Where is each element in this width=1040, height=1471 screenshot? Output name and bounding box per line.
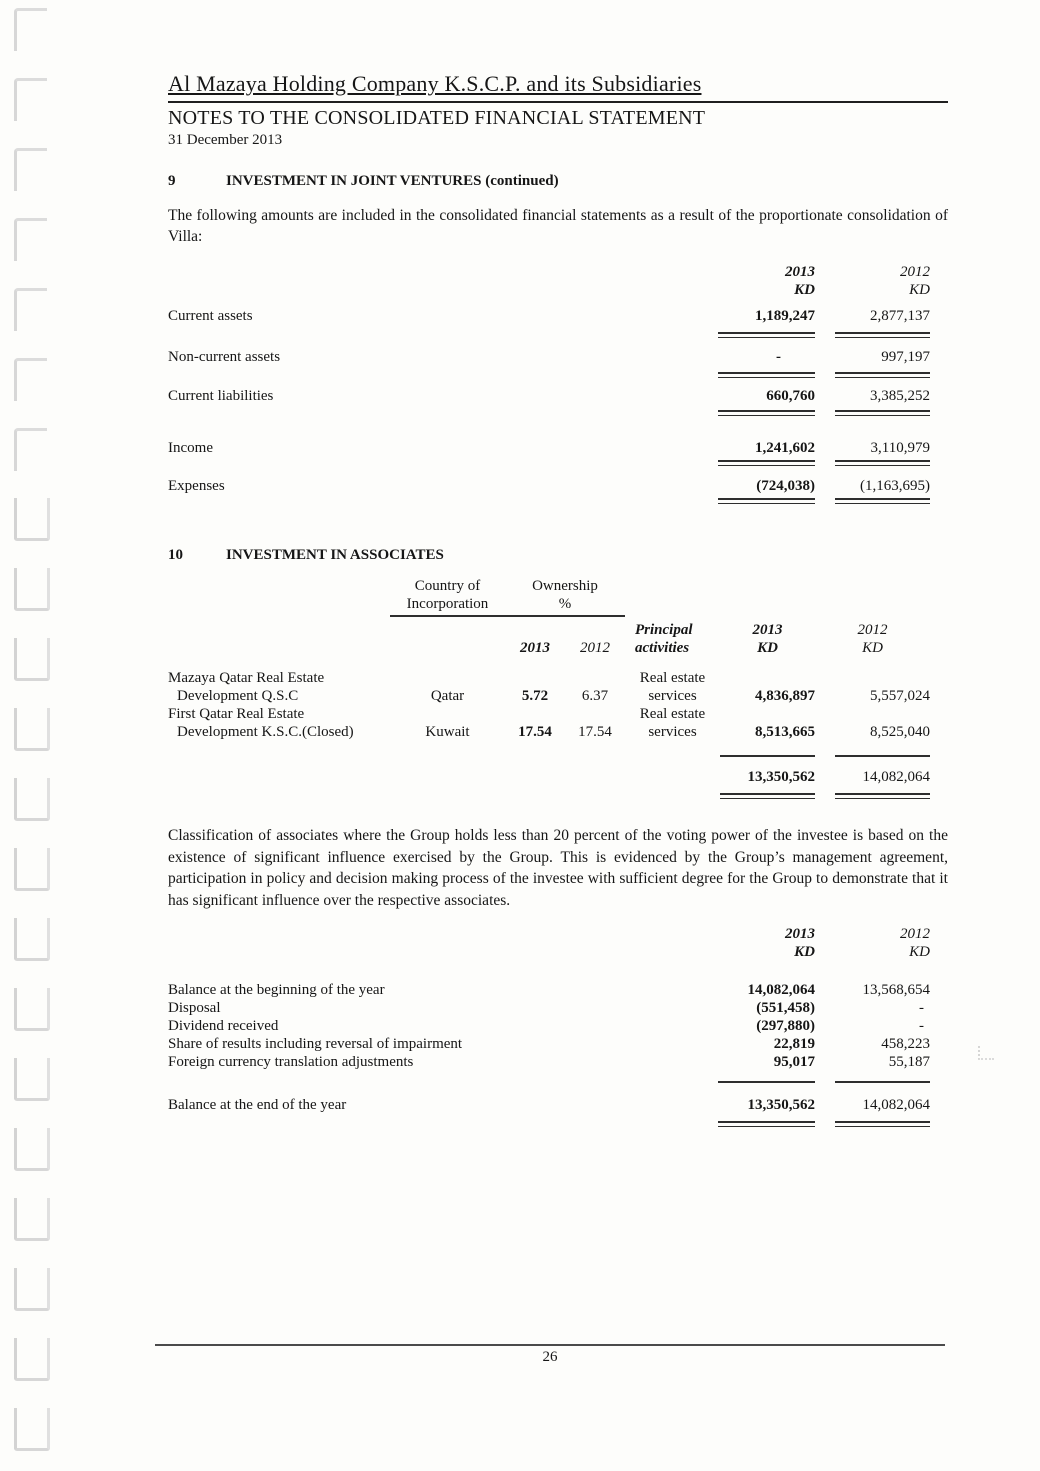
single-rule — [720, 755, 815, 757]
binding-mark — [14, 148, 47, 191]
binding-mark — [14, 288, 47, 331]
ownership-year-2012: 2012 — [580, 640, 610, 656]
assoc-row — [168, 705, 948, 741]
ownership-header — [505, 577, 625, 613]
table-row — [168, 1017, 948, 1035]
double-rule — [718, 410, 815, 416]
activity-line1: Real estate — [639, 706, 706, 722]
kd-header-2013 — [720, 621, 815, 657]
assoc-country: Qatar — [430, 688, 465, 704]
binding-mark — [14, 1128, 50, 1171]
jv-kd-2012: KD — [909, 282, 930, 298]
table-row — [168, 999, 948, 1017]
value-2013: (724,038) — [756, 478, 815, 494]
kd-year-2012: 2012 — [857, 622, 888, 638]
principal-activities-header — [625, 621, 720, 657]
assoc-name — [168, 705, 390, 741]
country-header-line2: Incorporation — [406, 596, 489, 612]
assoc-kd-2013: 8,513,665 — [755, 724, 815, 740]
row-label: Foreign currency translation adjustments — [168, 1054, 414, 1070]
document-title: NOTES TO THE CONSOLIDATED FINANCIAL STATEMENT — [168, 107, 706, 129]
principal-line1: Principal — [635, 622, 693, 638]
row-label: Non-current assets — [168, 349, 281, 365]
table-row — [168, 1095, 948, 1115]
total-dblrule-row — [168, 793, 948, 799]
jv-kd-2013: KD — [794, 282, 815, 298]
activity-line1: Real estate — [639, 670, 706, 686]
assoc-kd-2013: 4,836,897 — [755, 688, 815, 704]
value-2013: 95,017 — [773, 1054, 815, 1070]
value-2012: 997,197 — [881, 349, 930, 365]
value-2012: 458,223 — [881, 1036, 930, 1052]
rule-row — [168, 332, 948, 338]
movement-col-2012 — [835, 925, 930, 961]
document-date: 31 December 2013 — [168, 132, 283, 148]
value-2012: 3,385,252 — [870, 388, 930, 404]
single-rule — [835, 755, 930, 757]
section-10-title: INVESTMENT IN ASSOCIATES — [226, 547, 444, 563]
binding-mark — [14, 918, 50, 961]
double-rule — [835, 372, 930, 378]
double-rule — [718, 1121, 815, 1127]
movement-year-2013: 2013 — [785, 926, 815, 942]
value-2012: (1,163,695) — [860, 478, 930, 494]
value-2012: - — [919, 1018, 924, 1034]
kd-label-2012: KD — [862, 640, 883, 656]
binding-mark — [14, 1338, 50, 1381]
assoc-own-2013: 17.54 — [518, 724, 552, 740]
assoc-kd-2012: 8,525,040 — [870, 724, 930, 740]
header-underline — [390, 615, 625, 617]
value-2012: 13,568,654 — [862, 982, 930, 998]
movement-kd-2013: KD — [794, 944, 815, 960]
double-rule — [835, 332, 930, 338]
row-label: Disposal — [168, 1000, 221, 1016]
binding-mark — [14, 1058, 50, 1101]
binding-mark — [14, 428, 47, 471]
binding-mark — [14, 568, 50, 611]
value-2013: 14,082,064 — [747, 982, 815, 998]
kd-label-2013: KD — [757, 640, 778, 656]
assoc-row — [168, 669, 948, 705]
binding-mark — [14, 1268, 50, 1311]
value-2013: (297,880) — [756, 1018, 815, 1034]
rule-row — [168, 1121, 948, 1127]
row-label: Dividend received — [168, 1018, 279, 1034]
activity-line2: services — [648, 688, 697, 704]
assoc-own-2012: 17.54 — [578, 724, 612, 740]
ownership-header-line1: Ownership — [532, 578, 598, 594]
value-2012: 3,110,979 — [870, 440, 930, 456]
table-row — [168, 347, 948, 367]
binding-mark — [14, 8, 47, 51]
double-rule — [718, 372, 815, 378]
double-rule — [835, 793, 930, 799]
assoc-activity — [625, 705, 720, 741]
jv-table-header — [168, 263, 948, 299]
value-2013: 1,241,602 — [755, 440, 815, 456]
double-rule — [835, 1121, 930, 1127]
value-2012: 2,877,137 — [870, 308, 930, 324]
value-2012: - — [919, 1000, 924, 1016]
assoc-name-line1: First Qatar Real Estate — [168, 706, 305, 722]
binding-mark — [14, 848, 50, 891]
page-content — [168, 0, 948, 1127]
header-rule — [168, 101, 948, 103]
table-row — [168, 981, 948, 999]
assoc-name-line1: Mazaya Qatar Real Estate — [168, 670, 325, 686]
rule-row — [168, 498, 948, 504]
footer-rule — [155, 1344, 945, 1346]
rule-row — [168, 372, 948, 378]
jv-year-2013: 2013 — [785, 264, 815, 280]
value-2012: 55,187 — [888, 1054, 930, 1070]
table-row — [168, 386, 948, 406]
assoc-own-2012: 6.37 — [581, 688, 609, 704]
section-10-heading — [168, 546, 948, 565]
single-rule — [718, 1081, 815, 1083]
section-9-heading — [168, 172, 948, 191]
row-label: Current liabilities — [168, 388, 274, 404]
double-rule — [718, 498, 815, 504]
total-rule-row — [168, 755, 948, 757]
assoc-table-header-top — [168, 577, 948, 617]
assoc-name-line2: Development K.S.C.(Closed) — [177, 724, 354, 740]
assoc-own-2013: 5.72 — [521, 688, 549, 704]
kd-header-2012 — [815, 621, 930, 657]
kd-year-2013: 2013 — [752, 622, 783, 638]
table-row — [168, 1053, 948, 1071]
assoc-total-2012: 14,082,064 — [862, 769, 930, 785]
rule-row — [168, 1081, 948, 1083]
row-label: Income — [168, 440, 213, 456]
principal-line2: activities — [635, 640, 690, 656]
ownership-header-line2: % — [558, 596, 572, 612]
single-rule — [835, 1081, 930, 1083]
value-2013: (551,458) — [756, 1000, 815, 1016]
classification-paragraph: Classification of associates where the Group holds less than 20 percent of the voting power of the investee is based on the existence of significant influence exercised by the Group. This is evidenced by the Group’s management agreement, participation in policy and decision making process of the investee with sufficient degree for the Group to demonstrate that it has significant influence over the respective associates. — [168, 827, 948, 909]
double-rule — [718, 460, 815, 466]
page-number: 26 — [542, 1349, 558, 1365]
value-2013: 660,760 — [766, 388, 815, 404]
assoc-country: Kuwait — [425, 724, 470, 740]
binding-mark — [14, 218, 47, 261]
rule-row — [168, 460, 948, 466]
jv-col-2012 — [835, 263, 930, 299]
ownership-year-2013: 2013 — [520, 640, 550, 656]
assoc-activity — [625, 669, 720, 705]
value-2013: 22,819 — [773, 1036, 815, 1052]
binding-mark — [14, 638, 50, 681]
row-label: Share of results including reversal of impairment — [168, 1036, 463, 1052]
binding-mark — [14, 1198, 50, 1241]
value-2012: 14,082,064 — [862, 1097, 930, 1113]
jv-col-2013 — [718, 263, 815, 299]
movement-header — [168, 925, 948, 961]
assoc-kd-2012: 5,557,024 — [870, 688, 930, 704]
row-label: Expenses — [168, 478, 225, 494]
activity-line2: services — [648, 724, 697, 740]
assoc-total-2013: 13,350,562 — [747, 769, 815, 785]
double-rule — [835, 460, 930, 466]
value-2013: 13,350,562 — [747, 1097, 815, 1113]
double-rule — [835, 498, 930, 504]
binding-mark — [14, 708, 50, 751]
binding-mark — [14, 988, 50, 1031]
rule-row — [168, 410, 948, 416]
assoc-name-line2: Development Q.S.C — [177, 688, 299, 704]
section-9-number: 9 — [168, 173, 176, 189]
table-row — [168, 476, 948, 496]
scan-artifact — [978, 1046, 994, 1060]
section-9-title: INVESTMENT IN JOINT VENTURES (continued) — [226, 173, 559, 189]
binding-mark — [14, 778, 50, 821]
double-rule — [720, 793, 815, 799]
row-label: Current assets — [168, 308, 253, 324]
assoc-total-row — [168, 767, 948, 787]
section-9-intro: The following amounts are included in the consolidated financial statements as a result of the proportionate consolidation of Villa: — [168, 207, 948, 245]
movement-kd-2012: KD — [909, 944, 930, 960]
movement-year-2012: 2012 — [900, 926, 930, 942]
double-rule — [718, 332, 815, 338]
binding-mark — [14, 358, 47, 401]
section-10-number: 10 — [168, 547, 183, 563]
table-row — [168, 306, 948, 326]
jv-year-2012: 2012 — [900, 264, 930, 280]
assoc-table-header-bottom — [168, 621, 948, 657]
binding-mark — [14, 1408, 50, 1451]
company-title: Al Mazaya Holding Company K.S.C.P. and its Subsidiaries — [168, 71, 702, 96]
value-2013: - — [776, 349, 781, 365]
binding-mark — [14, 78, 47, 121]
country-header-line1: Country of — [414, 578, 481, 594]
table-row — [168, 1035, 948, 1053]
assoc-name — [168, 669, 390, 705]
table-row — [168, 438, 948, 458]
movement-col-2013 — [718, 925, 815, 961]
double-rule — [835, 410, 930, 416]
country-header — [390, 577, 505, 613]
value-2013: 1,189,247 — [755, 308, 815, 324]
row-label: Balance at the beginning of the year — [168, 982, 385, 998]
binding-mark — [14, 498, 50, 541]
row-label: Balance at the end of the year — [168, 1097, 347, 1113]
